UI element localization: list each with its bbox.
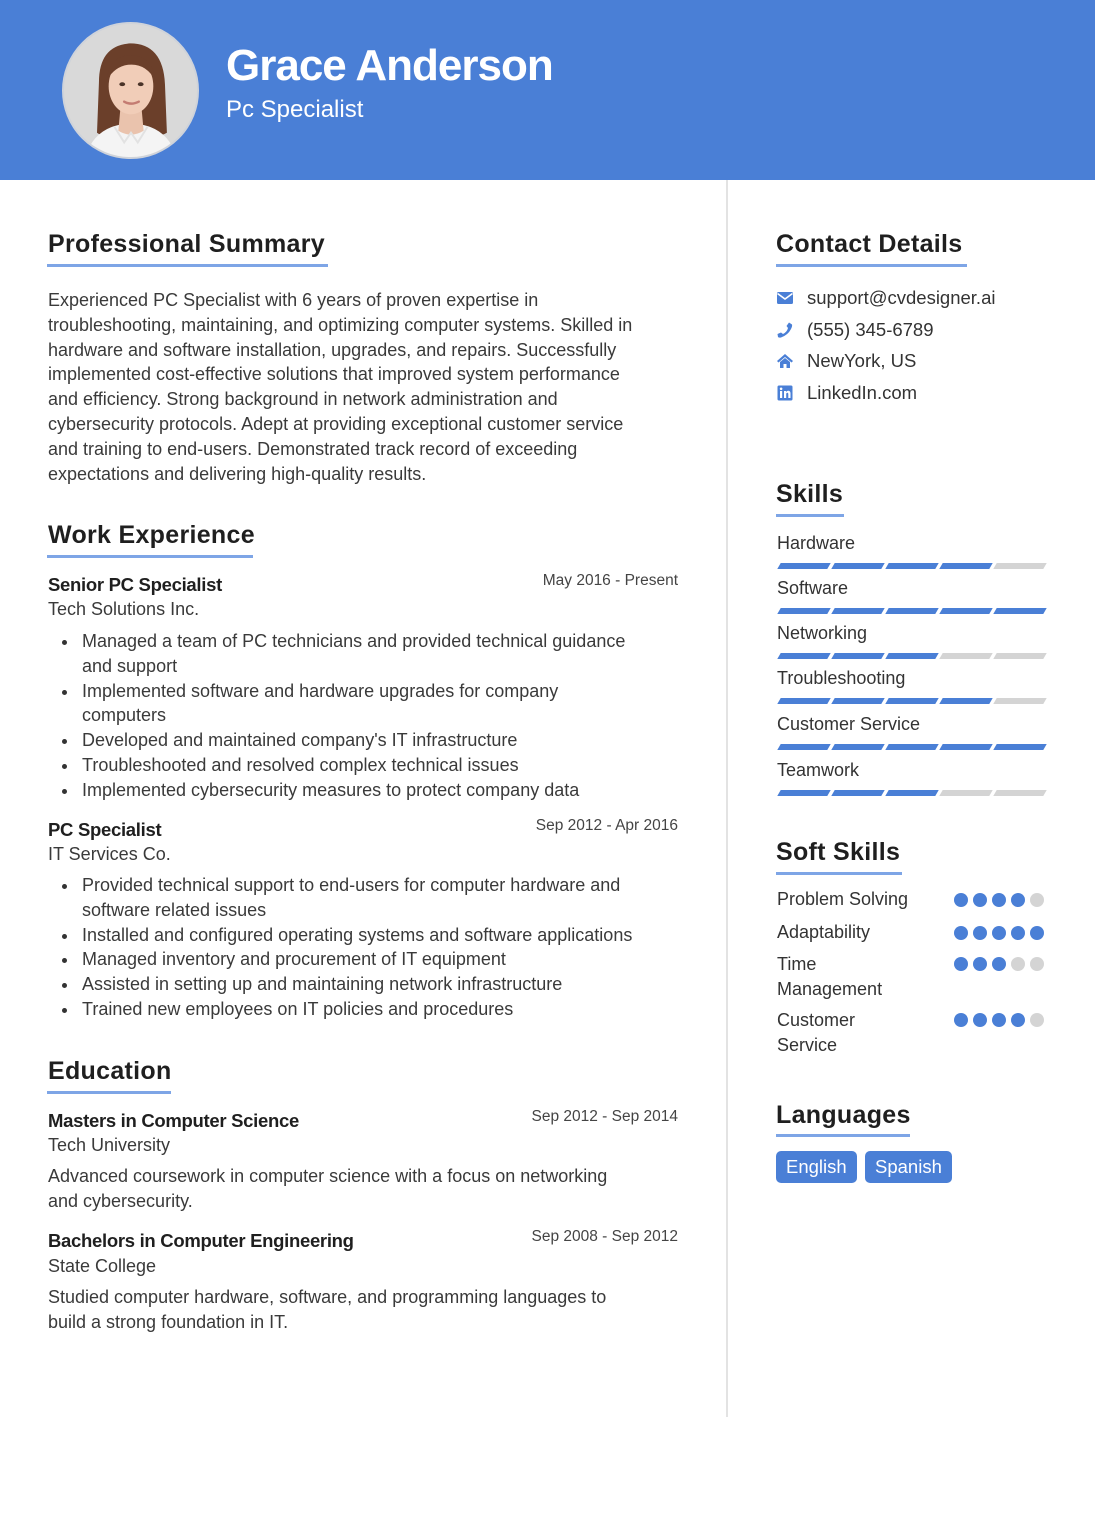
rating-dot xyxy=(973,926,987,940)
degree: Masters in Computer Science xyxy=(48,1110,299,1131)
job-company: IT Services Co. xyxy=(48,844,171,864)
skill-level-segment xyxy=(885,698,938,704)
skill-level-segment xyxy=(885,608,938,614)
soft-skill-rating xyxy=(954,893,1049,907)
skill-name: Troubleshooting xyxy=(777,668,906,688)
rating-dot xyxy=(1011,893,1025,907)
linkedin-icon xyxy=(776,384,794,402)
skill-level-bar xyxy=(779,698,1049,704)
summary-line: hardware and software installation, upgrades, and repairs. Successfully xyxy=(48,339,617,360)
skills-underline xyxy=(776,514,844,517)
rating-dot xyxy=(992,1013,1006,1027)
rating-dot xyxy=(1030,926,1044,940)
contact-email-text[interactable]: support@cvdesigner.ai xyxy=(807,287,996,308)
skill-level-segment xyxy=(831,744,884,750)
experience-underline xyxy=(47,555,253,558)
language-badge: English xyxy=(776,1151,857,1183)
candidate-name: Grace Anderson xyxy=(226,41,553,90)
education-dates: Sep 2008 - Sep 2012 xyxy=(531,1228,678,1245)
summary-line: troubleshooting, maintaining, and optimizing computer systems. Skilled in xyxy=(48,314,633,335)
contact-linkedin-text[interactable]: LinkedIn.com xyxy=(807,382,918,403)
portrait-photo-icon xyxy=(64,24,197,157)
rating-dot xyxy=(1011,1013,1025,1027)
summary-heading: Professional Summary xyxy=(48,230,325,258)
school: State College xyxy=(48,1256,157,1276)
rating-dot xyxy=(992,957,1006,971)
contact-phone-text[interactable]: (555) 345-6789 xyxy=(807,319,934,340)
degree: Bachelors in Computer Engineering xyxy=(48,1230,354,1251)
skill-level-segment xyxy=(939,653,992,659)
skill-name: Teamwork xyxy=(777,760,860,780)
skill-level-segment xyxy=(831,790,884,796)
column-divider xyxy=(726,180,728,1417)
bullet-item: Trained new employees on IT policies and procedures xyxy=(48,997,698,1022)
skill-level-segment xyxy=(939,563,992,569)
contact-heading: Contact Details xyxy=(776,230,963,258)
skill-level-segment xyxy=(993,744,1046,750)
education-dates: Sep 2012 - Sep 2014 xyxy=(531,1108,678,1125)
contact-email[interactable] xyxy=(776,286,995,310)
skill-level-segment xyxy=(777,608,830,614)
skill-level-bar xyxy=(779,608,1049,614)
bullet-item: Troubleshooted and resolved complex technical issues xyxy=(48,753,698,778)
skill-level-segment xyxy=(885,744,938,750)
language-badge: Spanish xyxy=(865,1151,952,1183)
skill-level-bar xyxy=(779,790,1049,796)
skill-level-segment xyxy=(777,563,830,569)
bullet-item: Managed a team of PC technicians and provided technical guidance and support xyxy=(48,629,698,679)
skill-level-segment xyxy=(777,744,830,750)
contact-location xyxy=(776,349,916,373)
home-icon xyxy=(776,352,794,370)
skill-level-segment xyxy=(885,653,938,659)
skill-level-segment xyxy=(993,653,1046,659)
summary-line: and training to end-users. Demonstrated track record of exceeding xyxy=(48,438,578,459)
bullet-item: Assisted in setting up and maintaining network infrastructure xyxy=(48,972,698,997)
skill-level-segment xyxy=(831,563,884,569)
rating-dot xyxy=(992,926,1006,940)
rating-dot xyxy=(954,957,968,971)
languages-underline xyxy=(776,1134,910,1137)
skill-level-segment xyxy=(993,608,1046,614)
soft-skills-heading: Soft Skills xyxy=(776,838,901,866)
skill-level-segment xyxy=(831,698,884,704)
skill-level-segment xyxy=(993,698,1046,704)
skill-level-segment xyxy=(831,608,884,614)
summary-line: implemented cost-effective solutions that improved system performance xyxy=(48,364,620,385)
job-company: Tech Solutions Inc. xyxy=(48,599,200,619)
soft-skills-underline xyxy=(776,872,902,875)
bullet-item: Implemented software and hardware upgrades for company computers xyxy=(48,679,698,729)
skill-level-segment xyxy=(777,698,830,704)
summary-line: and efficiency. Strong background in network administration and xyxy=(48,389,558,410)
rating-dot xyxy=(973,1013,987,1027)
bullet-item: Managed inventory and procurement of IT equipment xyxy=(48,947,698,972)
summary-line: Experienced PC Specialist with 6 years of proven expertise in xyxy=(48,290,539,310)
rating-dot xyxy=(954,1013,968,1027)
job-bullets xyxy=(48,629,698,803)
skill-level-segment xyxy=(939,744,992,750)
skill-level-segment xyxy=(885,563,938,569)
experience-heading: Work Experience xyxy=(48,521,255,549)
soft-skill-rating xyxy=(954,926,1049,940)
resume-header xyxy=(0,0,1095,180)
education-description: Studied computer hardware, software, and programming languages to build a strong foundation in IT. xyxy=(48,1287,607,1332)
contact-location-text: NewYork, US xyxy=(807,350,917,371)
skill-name: Software xyxy=(777,578,849,598)
bullet-item: Installed and configured operating systems and software applications xyxy=(48,923,698,948)
summary-line: expectations and delivering high-quality results. xyxy=(48,463,427,484)
skill-level-bar xyxy=(779,563,1049,569)
skill-level-segment xyxy=(939,608,992,614)
soft-skill-name: Problem Solving xyxy=(777,889,909,909)
rating-dot xyxy=(992,893,1006,907)
skill-name: Hardware xyxy=(777,533,856,553)
job-bullets xyxy=(48,873,698,1022)
skill-level-segment xyxy=(777,653,830,659)
bullet-item: Developed and maintained company's IT infrastructure xyxy=(48,728,698,753)
skill-level-segment xyxy=(777,790,830,796)
education-heading: Education xyxy=(48,1057,172,1085)
skill-level-segment xyxy=(993,563,1046,569)
skill-level-segment xyxy=(939,790,992,796)
phone-icon xyxy=(776,321,794,339)
skill-level-segment xyxy=(885,790,938,796)
soft-skill-name: Adaptability xyxy=(777,922,871,942)
soft-skill-name: Time Management xyxy=(777,954,883,999)
rating-dot xyxy=(954,926,968,940)
skill-name: Customer Service xyxy=(777,714,921,734)
rating-dot xyxy=(973,957,987,971)
rating-dot xyxy=(973,893,987,907)
avatar xyxy=(62,22,199,159)
envelope-icon xyxy=(776,289,794,307)
candidate-title: Pc Specialist xyxy=(226,96,364,123)
contact-phone[interactable] xyxy=(776,318,934,342)
rating-dot xyxy=(1030,957,1044,971)
skills-heading: Skills xyxy=(776,480,844,508)
bullet-item: Provided technical support to end-users for computer hardware and software related issues xyxy=(48,873,698,923)
soft-skill-name: Customer Service xyxy=(777,1010,856,1055)
contact-linkedin[interactable] xyxy=(776,381,917,405)
education-description: Advanced coursework in computer science with a focus on networking and cybersecurity. xyxy=(48,1166,608,1211)
job-dates: Sep 2012 - Apr 2016 xyxy=(535,817,678,834)
rating-dot xyxy=(954,893,968,907)
skill-level-segment xyxy=(939,698,992,704)
summary-text xyxy=(48,288,698,486)
contact-underline xyxy=(776,264,967,267)
skill-name: Networking xyxy=(777,623,868,643)
rating-dot xyxy=(1011,926,1025,940)
job-role: PC Specialist xyxy=(48,819,162,840)
rating-dot xyxy=(1030,893,1044,907)
school: Tech University xyxy=(48,1135,171,1155)
soft-skill-rating xyxy=(954,957,1049,971)
skill-level-bar xyxy=(779,653,1049,659)
rating-dot xyxy=(1011,957,1025,971)
job-dates: May 2016 - Present xyxy=(542,572,678,589)
summary-underline xyxy=(47,264,328,267)
soft-skill-rating xyxy=(954,1013,1049,1027)
skill-level-bar xyxy=(779,744,1049,750)
skill-level-segment xyxy=(831,653,884,659)
languages-heading: Languages xyxy=(776,1101,911,1129)
summary-line: cybersecurity protocols. Adept at providing exceptional customer service xyxy=(48,413,624,434)
job-role: Senior PC Specialist xyxy=(48,574,222,595)
rating-dot xyxy=(1030,1013,1044,1027)
skill-level-segment xyxy=(993,790,1046,796)
education-underline xyxy=(47,1091,171,1094)
bullet-item: Implemented cybersecurity measures to protect company data xyxy=(48,778,698,803)
